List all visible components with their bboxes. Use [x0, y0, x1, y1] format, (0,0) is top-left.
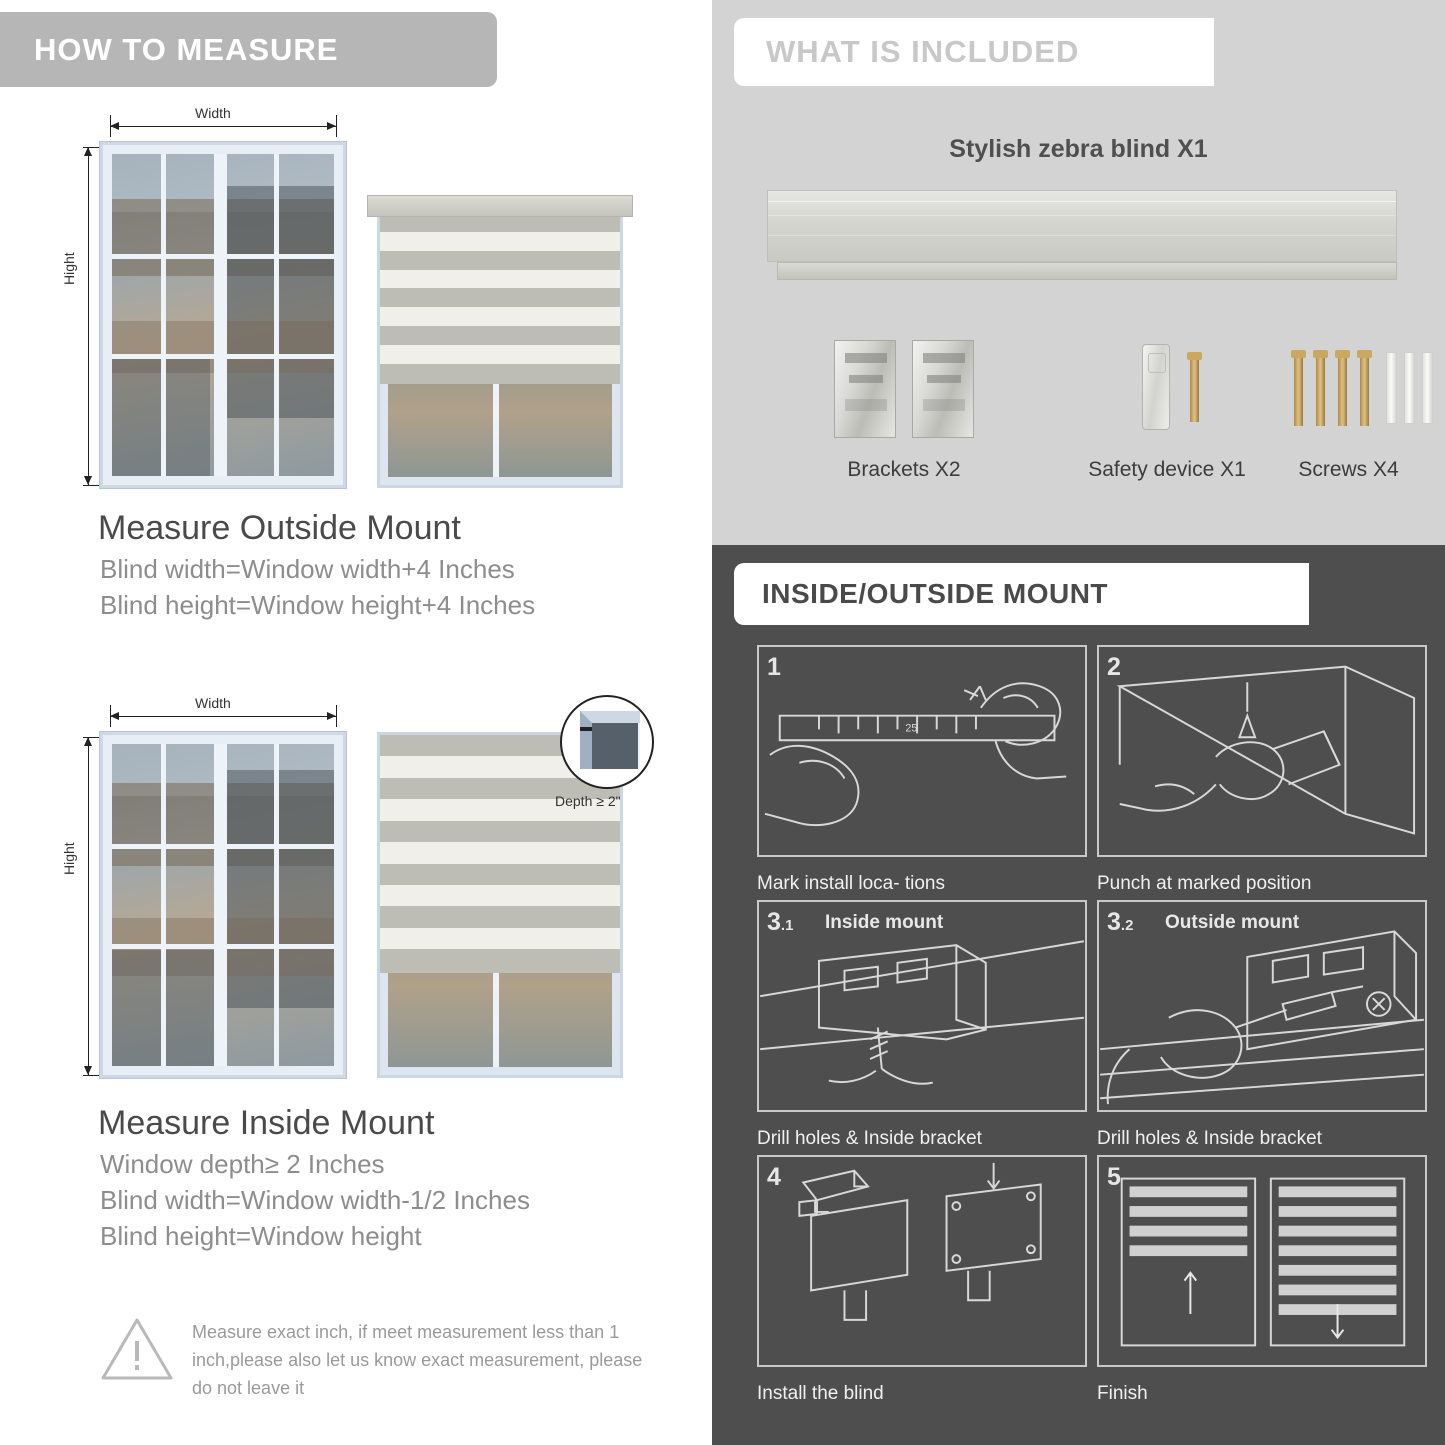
- how-to-measure-title: HOW TO MEASURE: [34, 31, 339, 67]
- step-4-caption: Install the blind: [757, 1383, 884, 1404]
- right-column: [712, 0, 1445, 1445]
- step-5: [1097, 1155, 1427, 1415]
- width-tick-right-inside: [336, 705, 337, 727]
- step-2-frame: [1097, 645, 1427, 857]
- screw-icon-4: [1360, 350, 1369, 426]
- wall-anchor-icon-3: [1422, 352, 1433, 424]
- inside-height-label: Hight: [61, 842, 77, 875]
- what-is-included-title: WHAT IS INCLUDED: [766, 34, 1080, 69]
- step-3-1-caption: Drill holes & Inside bracket: [757, 1128, 982, 1149]
- headrail-outside: [367, 195, 633, 217]
- inside-mount-title: Measure Inside Mount: [98, 1104, 435, 1142]
- step-3-2-frame: [1097, 900, 1427, 1112]
- what-is-included-banner: [734, 18, 1214, 86]
- step-1-frame: [757, 645, 1087, 857]
- bracket-icon-2: [912, 340, 974, 438]
- step-2-caption: Punch at marked position: [1097, 873, 1312, 894]
- outside-height-label: Hight: [61, 252, 77, 285]
- measurement-note-text: Measure exact inch, if meet measurement less than 1 inch,please also let us know exact measurement, please do not leave it: [192, 1322, 643, 1398]
- measure-inside-mount-block: [0, 695, 712, 1252]
- step-2-sketch: [1099, 647, 1425, 855]
- wall-anchor-icon-1: [1386, 352, 1397, 424]
- step-3-2-inline-label: Outside mount: [1165, 912, 1300, 933]
- warning-triangle-icon: [100, 1315, 174, 1383]
- step-4-sketch: [759, 1157, 1085, 1365]
- blind-window-outside: [377, 210, 623, 488]
- inside-mount-diagram: [55, 695, 715, 1090]
- safety-device-label: Safety device X1: [1088, 458, 1246, 481]
- step-1-caption: Mark install loca- tions: [757, 873, 945, 894]
- measure-outside-mount-block: [0, 100, 712, 621]
- step-5-number: 5: [1107, 1163, 1121, 1191]
- inside-width-label: Width: [195, 695, 231, 711]
- width-arrow-inside: [110, 716, 336, 717]
- inside-outside-mount-section: [712, 545, 1445, 1445]
- screw-icon-2: [1316, 350, 1325, 426]
- screw-icon-3: [1338, 350, 1347, 426]
- step-3-1: [757, 900, 1087, 1160]
- step-5-sketch: [1099, 1157, 1425, 1365]
- depth-label: Depth ≥ 2": [555, 793, 621, 809]
- outside-mount-title: Measure Outside Mount: [98, 509, 461, 547]
- svg-text:25: 25: [905, 722, 918, 735]
- window-inner-frame-inside: [112, 744, 334, 1066]
- wall-anchor-icon-2: [1404, 352, 1415, 424]
- safety-device-icon: [1142, 344, 1170, 430]
- step-3-2-number: 3.2: [1107, 908, 1134, 936]
- inside-mount-line-1: Window depth≥ 2 Inches: [100, 1149, 385, 1179]
- blind-headrail: [767, 190, 1397, 262]
- measurement-note: [100, 1315, 660, 1403]
- step-1-number: 1: [767, 653, 781, 681]
- included-parts-row: [712, 330, 1445, 510]
- step-2-number: 2: [1107, 653, 1121, 681]
- step-3-1-number: 3.1: [767, 908, 794, 936]
- inside-outside-mount-title: INSIDE/OUTSIDE MOUNT: [762, 578, 1109, 609]
- brackets-label: Brackets X2: [847, 458, 961, 481]
- step-4-number: 4: [767, 1163, 781, 1191]
- window-illustration-inside: [100, 732, 346, 1078]
- outside-mount-line-2: Blind height=Window height+4 Inches: [100, 590, 536, 620]
- width-arrow: [110, 126, 336, 127]
- step-4-frame: [757, 1155, 1087, 1367]
- blind-bottom-rail: [777, 262, 1397, 280]
- how-to-measure-column: [0, 0, 712, 1445]
- zebra-shade-outside: [380, 213, 620, 384]
- inside-mount-line-3: Blind height=Window height: [100, 1221, 422, 1251]
- height-arrow-inside: [88, 737, 89, 1075]
- step-4: [757, 1155, 1087, 1415]
- inside-mount-line-2: Blind width=Window width-1/2 Inches: [100, 1185, 530, 1215]
- bracket-icon-1: [834, 340, 896, 438]
- window-inner-frame: [112, 154, 334, 476]
- step-5-caption: Finish: [1097, 1383, 1148, 1404]
- product-title: Stylish zebra blind X1: [949, 135, 1208, 163]
- screw-icon-1: [1294, 350, 1303, 426]
- outside-width-label: Width: [195, 105, 231, 121]
- step-1: [757, 645, 1087, 905]
- part-brackets: [784, 330, 1024, 500]
- what-is-included-section: [712, 0, 1445, 545]
- step-3-2-caption: Drill holes & Inside bracket: [1097, 1128, 1322, 1149]
- outside-mount-diagram: [55, 100, 715, 495]
- outside-mount-line-1: Blind width=Window width+4 Inches: [100, 554, 515, 584]
- step-5-frame: [1097, 1155, 1427, 1367]
- step-3-1-inline-label: Inside mount: [825, 912, 944, 933]
- zebra-blind-product-illustration: [767, 190, 1397, 290]
- window-illustration-outside: [100, 142, 346, 488]
- step-3-2: [1097, 900, 1427, 1160]
- how-to-measure-banner: [0, 12, 497, 87]
- safety-screw-icon: [1190, 352, 1199, 422]
- step-3-1-frame: [757, 900, 1087, 1112]
- inside-outside-mount-banner: [734, 563, 1309, 625]
- step-1-sketch: [759, 647, 1085, 855]
- part-screws: [1252, 330, 1445, 500]
- depth-callout-circle: [560, 695, 654, 789]
- step-2: [1097, 645, 1427, 905]
- height-arrow: [88, 147, 89, 485]
- width-tick-right: [336, 115, 337, 137]
- screws-label: Screws X4: [1298, 458, 1399, 481]
